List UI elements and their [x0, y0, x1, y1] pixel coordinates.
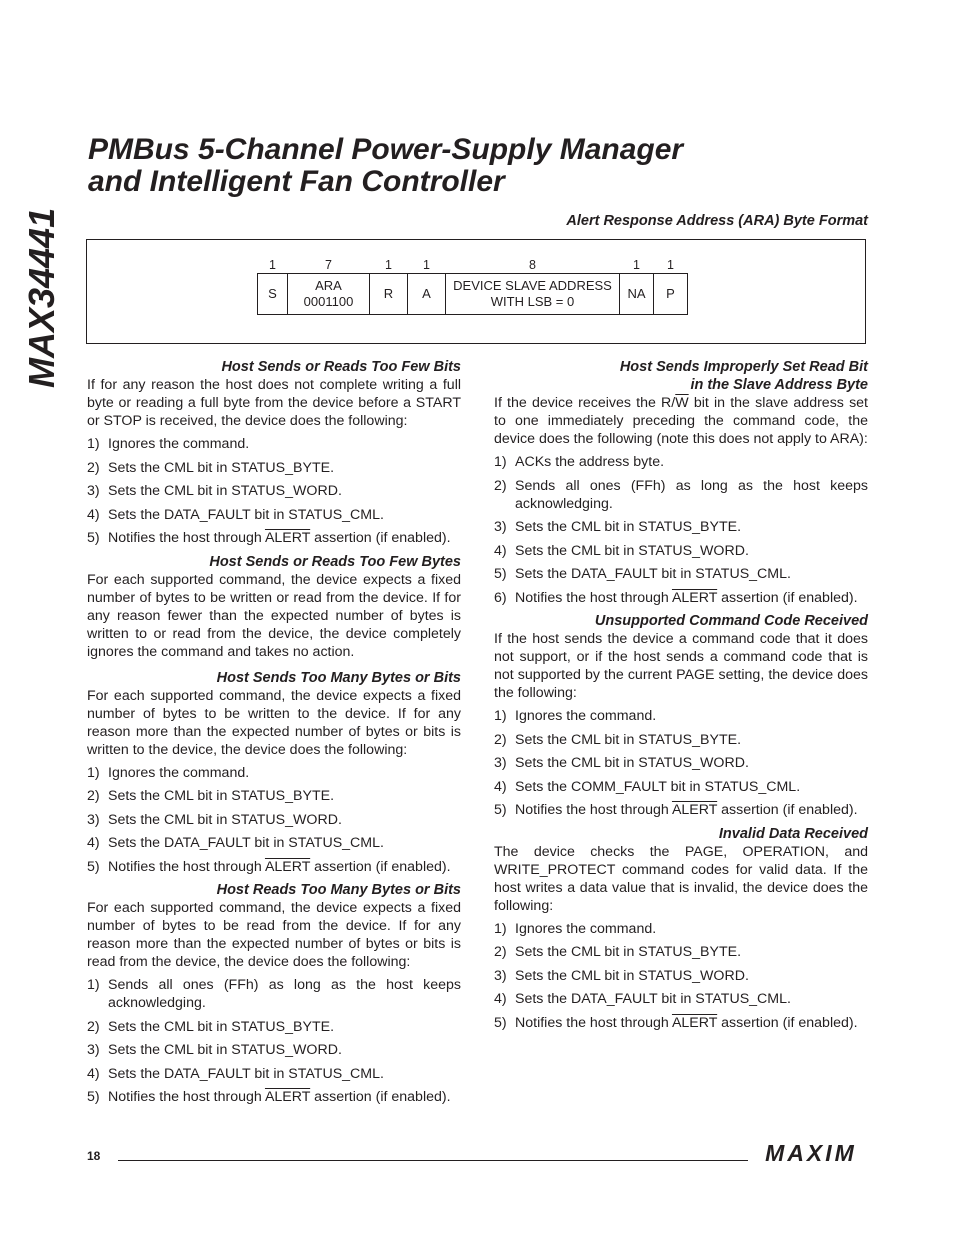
list-number: 5): [87, 530, 100, 546]
list-number: 2): [87, 1018, 100, 1035]
list-text: Sets the CML bit in STATUS_BYTE.: [108, 459, 335, 476]
list-item: [494, 453, 868, 471]
list-text: assertion (if enabled).: [310, 530, 451, 546]
list-text: Sets the DATA_FAULT bit in STATUS_CML.: [108, 835, 384, 851]
list-text: Ignores the command.: [515, 920, 657, 937]
list-item: [87, 1018, 461, 1036]
list-number: 4): [494, 778, 507, 795]
field-cell: [288, 274, 370, 315]
list-text: Sets the CML bit in STATUS_BYTE.: [515, 944, 742, 960]
list-text: assertion (if enabled).: [717, 1014, 858, 1031]
list-number: 2): [87, 459, 100, 476]
list-item: [87, 435, 461, 453]
bit-count: 1: [269, 258, 276, 272]
field-label: NA: [627, 286, 646, 301]
list-text: assertion (if enabled).: [310, 1089, 451, 1105]
left-column: [87, 358, 461, 1112]
field-label: A: [422, 286, 431, 301]
steps-list: [87, 435, 461, 547]
list-number: 3): [87, 811, 100, 828]
side-part-number: MAX34441: [21, 207, 62, 388]
list-item: [494, 707, 868, 725]
section-heading-line-1: Host Sends Improperly Set Read Bit: [619, 359, 868, 375]
list-number: 4): [87, 1065, 100, 1082]
alert-signal: ALERT: [264, 530, 311, 546]
list-text: assertion (if enabled).: [717, 589, 858, 606]
list-number: 3): [494, 519, 507, 535]
list-text: Sets the CML bit in STATUS_WORD.: [108, 1042, 342, 1058]
list-number: 3): [494, 967, 507, 984]
list-text: Sets the CML bit in STATUS_BYTE.: [515, 519, 742, 535]
list-number: 6): [494, 589, 507, 606]
steps-list: [494, 453, 868, 607]
steps-list: [87, 764, 461, 876]
bit-count: 1: [423, 258, 430, 272]
list-text: Sets the CML bit in STATUS_WORD.: [108, 483, 342, 499]
alert-signal: ALERT: [671, 802, 718, 818]
ara-byte-format-table: [257, 257, 688, 315]
list-number: 3): [87, 483, 100, 499]
list-number: 2): [87, 788, 100, 804]
field-cell: [446, 274, 620, 315]
list-text: Ignores the command.: [515, 708, 657, 724]
list-item: [87, 976, 461, 1012]
field-label: DEVICE SLAVE ADDRESS: [453, 278, 612, 293]
section-body: [494, 394, 868, 448]
list-text: Notifies the host through: [108, 1089, 265, 1105]
field-label: R: [383, 286, 394, 301]
section-body: If the host sends the device a command code that it does not support, or if the host sends a command code that is not supported by the current PAGE setting, the device does the following:: [494, 631, 868, 701]
bit-count-row: [258, 257, 688, 274]
list-text: Notifies the host through: [108, 858, 265, 875]
list-item: [87, 1065, 461, 1083]
list-text: Sets the DATA_FAULT bit in STATUS_CML.: [515, 566, 791, 582]
list-number: 5): [494, 802, 507, 818]
list-number: 1): [494, 920, 507, 937]
steps-list: [494, 707, 868, 819]
list-text: Ignores the command.: [108, 436, 250, 452]
document-title: [88, 134, 683, 198]
field-value: WITH LSB = 0: [490, 294, 575, 309]
list-number: 4): [494, 991, 507, 1007]
list-item: [494, 778, 868, 796]
list-text: Notifies the host through: [515, 1014, 672, 1031]
section-heading: Host Sends Too Many Bytes or Bits: [216, 669, 461, 686]
section-heading: Host Sends or Reads Too Few Bits: [221, 359, 461, 375]
list-item: [494, 801, 868, 819]
list-number: 2): [494, 944, 507, 960]
list-number: 3): [494, 755, 507, 771]
right-column: [494, 358, 868, 1037]
list-number: 1): [87, 977, 100, 993]
list-item: [494, 731, 868, 749]
list-number: 1): [494, 708, 507, 724]
list-item: [494, 754, 868, 772]
list-number: 2): [494, 731, 507, 748]
list-item: [494, 920, 868, 938]
list-text: Notifies the host through: [515, 802, 672, 818]
section-body: For each supported command, the device expects a fixed number of bytes to be read from the device. If for any reason more than the expected number of bytes or bits is read from the device, the device does the following:: [87, 900, 461, 970]
list-number: 3): [87, 1042, 100, 1058]
body-text: bit in the slave address set to one immediately preceding the command code, the device does the following (note this does not apply to ARA):: [494, 395, 868, 447]
field-label: ARA: [315, 278, 342, 293]
alert-signal: ALERT: [671, 1014, 718, 1031]
list-text: assertion (if enabled).: [310, 858, 451, 875]
section-heading: Host Sends or Reads Too Few Bytes: [209, 553, 461, 570]
list-item: [87, 764, 461, 782]
alert-signal: ALERT: [671, 589, 718, 606]
field-cell: [370, 274, 408, 315]
section-body: If for any reason the host does not complete writing a full byte or reading a full byte from the device before a START or STOP is received, the device does the following:: [87, 377, 461, 429]
bit-count: 7: [325, 258, 332, 272]
list-item: [87, 834, 461, 852]
document-title-line-2: and Intelligent Fan Controller: [88, 165, 505, 198]
list-text: Sets the COMM_FAULT bit in STATUS_CML.: [515, 778, 801, 795]
bit-count: 1: [385, 258, 392, 272]
list-item: [494, 518, 868, 536]
bit-count: 8: [529, 258, 536, 272]
section-body: The device checks the PAGE, OPERATION, and WRITE_PROTECT command codes for valid data. If the host writes a data value that is invalid, the device does the following:: [494, 843, 868, 914]
list-text: assertion (if enabled).: [717, 802, 858, 818]
section-heading: Host Reads Too Many Bytes or Bits: [216, 882, 461, 898]
list-item: [494, 943, 868, 961]
steps-list: [494, 920, 868, 1032]
list-item: [87, 506, 461, 524]
field-row: [258, 274, 688, 315]
list-text: Sets the DATA_FAULT bit in STATUS_CML.: [108, 1065, 384, 1082]
list-number: 5): [494, 1014, 507, 1031]
list-number: 4): [494, 542, 507, 559]
list-text: Sends all ones (FFh) as long as the host keeps acknowledging.: [515, 477, 868, 512]
list-text: Sets the DATA_FAULT bit in STATUS_CML.: [515, 991, 791, 1007]
list-number: 5): [494, 566, 507, 582]
section-heading: Unsupported Command Code Received: [594, 613, 868, 629]
alert-signal: ALERT: [264, 858, 311, 875]
alert-signal: ALERT: [264, 1089, 311, 1105]
list-number: 5): [87, 858, 100, 875]
field-cell: [258, 274, 288, 315]
write-signal: $\overline{W}$: [675, 395, 689, 411]
list-number: 1): [87, 764, 100, 781]
list-text: Sets the CML bit in STATUS_WORD.: [108, 811, 342, 828]
field-cell: [408, 274, 446, 315]
bit-count: 1: [633, 258, 640, 272]
list-number: 4): [87, 835, 100, 851]
list-item: [494, 542, 868, 560]
field-cell: [620, 274, 654, 315]
document-title-line-1: PMBus 5-Channel Power-Supply Manager: [88, 133, 684, 166]
list-text: Sets the CML bit in STATUS_WORD.: [515, 967, 749, 984]
list-item: [87, 482, 461, 500]
list-item: [494, 589, 868, 607]
section-heading: [494, 358, 868, 394]
field-cell: [654, 274, 688, 315]
list-number: 1): [494, 454, 507, 470]
list-item: [494, 477, 868, 513]
page-number: 18: [87, 1149, 101, 1163]
list-text: Sets the CML bit in STATUS_BYTE.: [108, 1018, 335, 1035]
bit-count: 1: [667, 258, 674, 272]
list-item: [87, 459, 461, 477]
list-number: 5): [87, 1089, 100, 1105]
list-item: [494, 565, 868, 583]
steps-list: [87, 976, 461, 1106]
list-item: [87, 858, 461, 876]
body-text: If the device receives the R/: [494, 395, 676, 411]
field-value: 0001100: [303, 294, 354, 309]
section-body: For each supported command, the device expects a fixed number of bytes to be written to the device. If for any reason more than the expected number of bytes or bits is written to the device, the device does the following:: [87, 687, 461, 758]
list-item: [87, 811, 461, 829]
list-text: Ignores the command.: [108, 764, 250, 781]
field-label: P: [666, 286, 675, 301]
list-item: [87, 529, 461, 547]
list-text: Sets the DATA_FAULT bit in STATUS_CML.: [108, 506, 384, 523]
list-number: 1): [87, 436, 100, 452]
field-label: S: [268, 286, 277, 301]
list-text: Sets the CML bit in STATUS_WORD.: [515, 542, 749, 559]
list-item: [87, 787, 461, 805]
section-body: For each supported command, the device expects a fixed number of bytes to be written or read from the device. If for any reason fewer than the expected number of bytes is written to or read from the device, the device completely ignores the command and takes no action.: [87, 571, 461, 660]
list-text: ACKs the address byte.: [515, 454, 665, 470]
list-text: Notifies the host through: [515, 589, 672, 606]
maxim-logo: [754, 1141, 868, 1165]
section-heading: Invalid Data Received: [718, 825, 868, 842]
list-number: 2): [494, 477, 507, 494]
list-number: 4): [87, 506, 100, 523]
footer-rule: [118, 1160, 748, 1161]
list-item: [494, 1014, 868, 1032]
list-item: [87, 1041, 461, 1059]
list-text: Sets the CML bit in STATUS_WORD.: [515, 755, 749, 771]
list-item: [494, 967, 868, 985]
maxim-logo-text: MAXIM: [765, 1141, 857, 1165]
list-text: Sets the CML bit in STATUS_BYTE.: [515, 731, 742, 748]
list-text: Sets the CML bit in STATUS_BYTE.: [108, 788, 335, 804]
list-item: [494, 990, 868, 1008]
section-heading-line-2: in the Slave Address Byte: [690, 377, 868, 393]
list-item: [87, 1088, 461, 1106]
list-text: Sends all ones (FFh) as long as the host keeps acknowledging.: [108, 977, 461, 1011]
figure-caption: Alert Response Address (ARA) Byte Format: [566, 213, 868, 229]
list-text: Notifies the host through: [108, 530, 265, 546]
